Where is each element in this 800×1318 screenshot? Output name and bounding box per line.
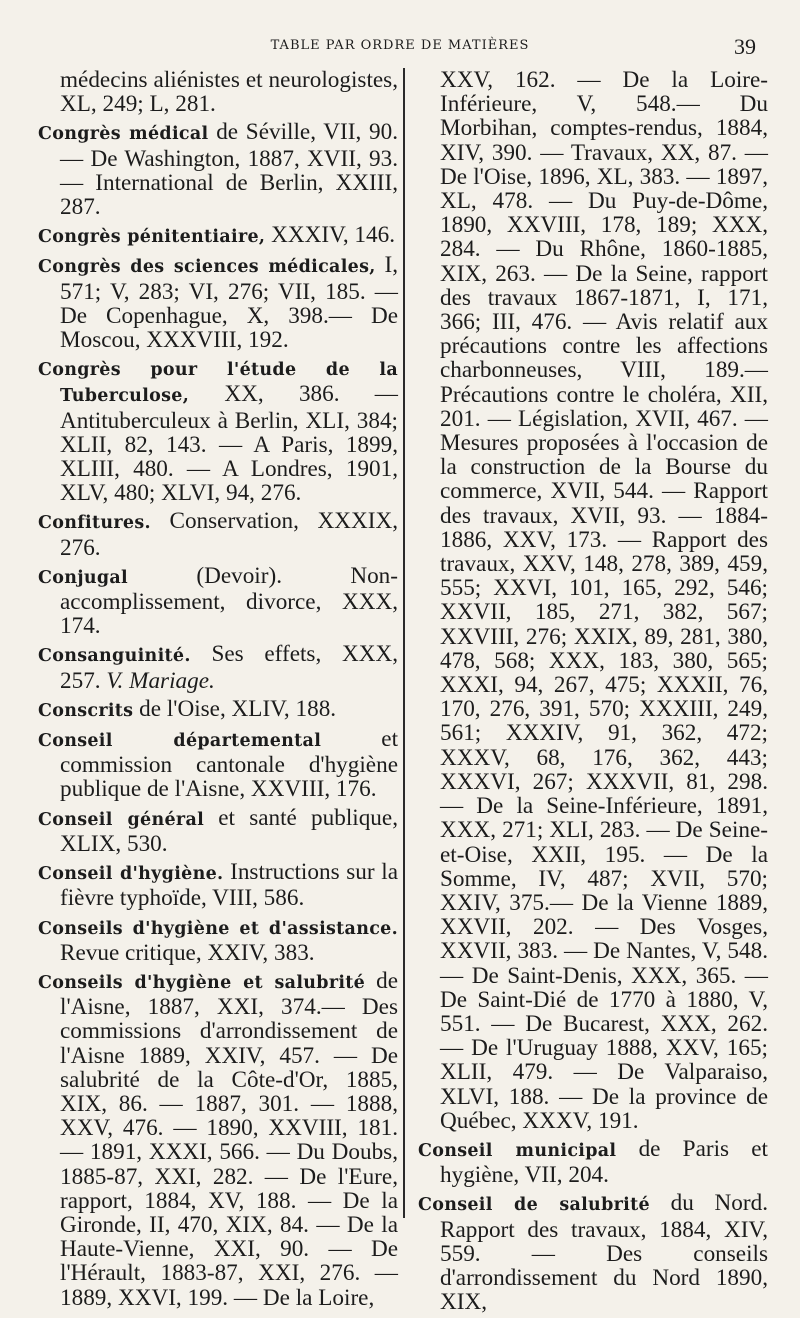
entry-text: (Devoir). Non-accomplissement, divorce, XXX, 174. (60, 562, 398, 640)
page-number: 39 (734, 34, 756, 59)
entry-heading: Conseil d'hygiène. (38, 864, 224, 885)
entry-heading: Conseil général (38, 809, 205, 830)
index-entry (38, 564, 398, 639)
index-entry (38, 915, 398, 965)
right-column (418, 68, 768, 1318)
entry-text: de l'Oise, XLIV, 188. (133, 695, 337, 722)
entry-text: médecins aliénistes et neurologistes, XL, 249; L, 281. (60, 67, 398, 118)
index-entry (38, 68, 398, 116)
entry-heading: Consanguinité. (38, 646, 191, 667)
entry-text: I, 571; V, 283; VI, 276; VII, 185. — De Copenhague, X, 398.— De Moscou, XXXVIII, 192. (60, 252, 398, 354)
index-entry (38, 642, 398, 692)
left-column (38, 68, 398, 1314)
index-entry (38, 223, 398, 249)
entry-text: et commission cantonale d'hygiène publique de l'Aisne, XXVIII, 176. (60, 726, 399, 803)
entry-text: XXV, 162. — De la Loire-Inférieure, V, 548.— Du Morbihan, comptes-rendus, 1884, XIV, 390. — Travaux, XX, 87. — De l'Oise, 1896, XL, 383. — 1897, XL, 478. — Du Puy-de-Dôme, 1890, XXVIII, 178, 189; XXX, 284. — Du Rhône, 1860-1885, XIX, 263. — De la Seine, rapport des travaux 1867-1871, I, 171, 366; III, 476. — Avis relatif aux précautions contre les affections charbonneuses, VIII, 189.— Précautions contre le choléra, XII, 201. — Législation, XVII, 467. — Mesures proposées à l'occasion de la construction de la Bourse du commerce, XVII, 544. — Rapport des travaux, XVII, 93. — 1884-1886, XXV, 173. — Rapport des travaux, XXV, 148, 278, 389, 459, 555; XXVI, 101, 165, 292, 546; XXVII, 185, 271, 382, 567; XXVIII, 276; XXIX, 89, 281, 380, 478, 568; XXX, 183, 380, 565; XXXI, 94, 267, 475; XXXII, 76, 170, 276, 391, 570; XXXIII, 249, 561; XXXIV, 91, 362, 472; XXXV, 68, 176, 362, 443; XXXVI, 267; XXXVII, 81, 298. — De la Seine-Inférieure, 1891, XXX, 271; XLI, 283. — De Seine-et-Oise, XXII, 195. — De la Somme, IV, 487; XVII, 570; XXIV, 375.— De la Vienne 1889, XXVII, 202. — Des Vosges, XXVII, 383. — De Nantes, V, 548. — De Saint-Denis, XXX, 365. — De Saint-Dié de 1770 à 1880, V, 551. — De Bucarest, XXX, 262. — De l'Uruguay 1888, XXV, 165; XLII, 479. — De Valparaiso, XLVI, 188. — De la province de Québec, XXXV, 191. (440, 67, 768, 1134)
index-entry (418, 68, 768, 1133)
entry-heading: Congrès pour l'étude de la Tuberculose, (38, 360, 398, 407)
entry-heading: Conseils d'hygiène et d'assistance. (38, 918, 398, 939)
entry-heading: Conjugal (38, 567, 129, 588)
entry-text: XXXIV, 146. (265, 222, 395, 249)
entry-heading: Conseil départemental (38, 731, 322, 752)
running-header (0, 34, 800, 64)
entry-text: de Séville, VII, 90. — De Washington, 1887, XVII, 93. — International de Berlin, XXIII, 287. (60, 119, 398, 221)
entry-text: du Nord. Rapport des travaux, 1884, XIV, 559. — Des conseils d'arrondissement du Nord 1890, XIX, (440, 1190, 768, 1316)
column-divider (403, 68, 405, 1218)
index-entry (38, 727, 398, 802)
entry-heading: Congrès médical (38, 124, 209, 145)
entry-text: et santé publique, XLIX, 530. (60, 804, 398, 857)
index-entry (38, 509, 398, 559)
index-entry (38, 860, 398, 910)
entry-cross-reference: V. Mariage. (106, 667, 215, 694)
entry-text: Instructions sur la fièvre typhoïde, VIII, 586. (60, 859, 398, 912)
index-entry (38, 969, 398, 1310)
index-entry (38, 697, 398, 723)
entry-text: XX, 386. — Antituberculeux à Berlin, XLI, 384; XLII, 82, 143. — A Paris, 1899, XLIII, 480. — A Londres, 1901, XLV, 480; XLVI, 94, 276. (60, 381, 398, 507)
entry-text: de Paris et hygiène, VII, 204. (440, 1135, 768, 1189)
entry-text: Revue critique, XXIV, 383. (60, 939, 315, 966)
index-entry (38, 253, 398, 352)
entry-text: de l'Aisne, 1887, XXI, 374.— Des commissions d'arrondissement de l'Aisne 1889, XXIV, 457. — De salubrité de la Côte-d'Or, 1885, XIX, 86. — 1887, 301. — 1888, XXV, 476. — 1890, XXVIII, 181. — 1891, XXXI, 566. — Du Doubs, 1885-87, XXI, 282. — De l'Eure, rapport, 1884, XV, 188. — De la Gironde, II, 470, XIX, 84. — De la Haute-Vienne, XXI, 90. — De l'Hérault, 1883-87, XXI, 276. — 1889, XXVI, 199. — De la Loire, (60, 967, 398, 1311)
entry-heading: Conseils d'hygiène et salubrité (38, 972, 366, 993)
index-entry (418, 1137, 768, 1187)
entry-heading: Congrès des sciences médicales, (38, 257, 376, 278)
entry-heading: Confitures. (38, 513, 151, 534)
entry-text: Conservation, XXXIX, 276. (60, 508, 398, 561)
entry-heading: Congrès pénitentiaire, (38, 227, 266, 248)
index-entry (38, 356, 398, 505)
header-title: TABLE PAR ORDRE DE MATIÈRES (270, 38, 530, 53)
entry-heading: Conscrits (38, 700, 134, 721)
index-entry (38, 806, 398, 856)
entry-heading: Conseil municipal (418, 1140, 617, 1161)
entry-heading: Conseil de salubrité (418, 1195, 650, 1216)
index-entry (38, 120, 398, 219)
index-entry (418, 1191, 768, 1314)
entry-text: Ses effets, XXX, 257. (60, 641, 398, 694)
